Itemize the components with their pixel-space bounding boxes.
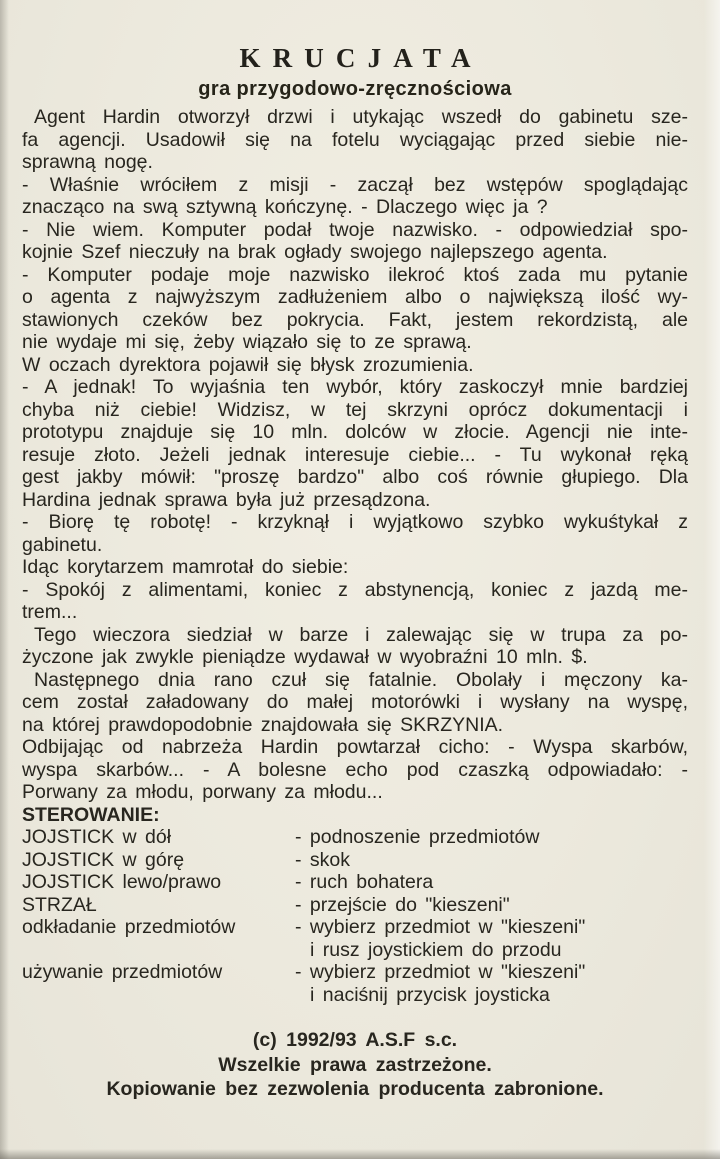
- story-line: chyba niż ciebie! Widzisz, w tej skrzyni oprócz dokumentacji i: [22, 398, 688, 421]
- story-line: gest jakby mówił: "proszę bardzo" albo coś równie głupiego. Dla: [22, 466, 688, 488]
- control-row: [22, 894, 688, 917]
- control-description-line: - ruch bohatera: [295, 871, 434, 893]
- controls-section: [22, 804, 688, 1007]
- scan-shadow-left: [0, 0, 9, 1159]
- control-description-line: i rusz joystickiem do przodu: [310, 938, 562, 961]
- story-line: stawionych czeków bez pokrycia. Fakt, jestem rekordzistą, ale: [22, 308, 688, 331]
- story-text: [22, 106, 688, 804]
- control-row: [22, 826, 688, 849]
- control-description: [295, 871, 688, 894]
- story-line: - A jednak! To wyjaśnia ten wybór, który zaskoczył mnie bardziej: [22, 376, 688, 398]
- story-line: Porwany za młodu, porwany za młodu...: [22, 781, 383, 803]
- story-line: Tego wieczora siedział w barze i zalewając się w trupa za po-: [34, 623, 688, 646]
- story-line: o agenta z najwyższym zadłużeniem albo o największą ilość wy-: [22, 286, 688, 308]
- control-description-line: - podnoszenie przedmiotów: [295, 826, 540, 848]
- control-description: [295, 916, 688, 961]
- story-line: fa agencji. Usadowił się na fotelu wyciągając przed siebie nie-: [22, 128, 688, 151]
- control-description-line: - skok: [295, 848, 351, 871]
- story-line: Odbijając od nabrzeża Hardin powtarzał cicho: - Wyspa skarbów,: [22, 736, 688, 758]
- story-line: sprawną nogę.: [22, 151, 153, 173]
- control-key: JOJSTICK w dół: [22, 826, 172, 848]
- story-line: - Biorę tę robotę! - krzyknął i wyjątkowo szybko wykuśtykał z: [22, 511, 688, 533]
- story-line: cem został załadowany do małej motorówki i wysłany na wyspę,: [22, 691, 688, 713]
- game-title: KRUCJATA: [239, 43, 483, 73]
- controls-table: [22, 826, 688, 1006]
- story-line: Następnego dnia rano czuł się fatalnie. Obolały i męczony ka-: [34, 668, 688, 691]
- story-line: nie wydaje mi się, żeby wiązało się to ze sprawą.: [22, 331, 472, 353]
- story-line: - Nie wiem. Komputer podał twoje nazwisko. - odpowiedział spo-: [22, 218, 688, 241]
- story-line: prototypu znajduje się 10 mln. dolców w złocie. Agencji nie inte-: [22, 421, 688, 443]
- control-key: JOJSTICK lewo/prawo: [22, 871, 222, 893]
- control-row: [22, 849, 688, 872]
- story-line: na której prawdopodobnie znajdowała się SKRZYNIA.: [22, 713, 504, 736]
- control-row: [22, 916, 688, 961]
- copyright-line: Kopiowanie bez zezwolenia producenta zabronione.: [106, 1078, 604, 1100]
- controls-heading: STEROWANIE:: [22, 803, 160, 826]
- control-description-line: - wybierz przedmiot w "kieszeni": [295, 916, 586, 938]
- scan-highlight-right: [704, 0, 720, 1159]
- story-line: Idąc korytarzem mamrotał do siebie:: [22, 556, 349, 578]
- story-line: znacząco na swą sztywną kończynę. - Dlaczego więc ja ?: [22, 196, 548, 218]
- control-description-line: - wybierz przedmiot w "kieszeni": [295, 961, 586, 983]
- control-key: JOJSTICK w górę: [22, 848, 185, 871]
- control-key: STRZAŁ: [22, 893, 97, 916]
- control-description-line: i naciśnij przycisk joysticka: [310, 983, 550, 1006]
- scan-shadow-bottom: [0, 1149, 720, 1159]
- control-description: [295, 826, 688, 849]
- game-subtitle: gra przygodowo-zręcznościowa: [198, 78, 512, 100]
- control-description: [295, 961, 688, 1006]
- story-line: Agent Hardin otworzył drzwi i utykając wszedł do gabinetu sze-: [34, 106, 688, 128]
- copyright-block: [22, 1028, 688, 1102]
- control-key: używanie przedmiotów: [22, 961, 223, 983]
- control-row: [22, 871, 688, 894]
- story-line: życzone jak zwykle pieniądze wydawał w wyobraźni 10 mln. $.: [22, 646, 588, 668]
- story-line: Hardina jednak sprawa była już przesądzona.: [22, 488, 431, 511]
- control-description: [295, 849, 688, 872]
- control-row: [22, 961, 688, 1006]
- story-line: - Właśnie wróciłem z misji - zaczął bez wstępów spoglądając: [22, 173, 688, 196]
- story-line: - Komputer podaje moje nazwisko ilekroć ktoś zada mu pytanie: [22, 263, 688, 286]
- control-description: [295, 894, 688, 917]
- story-line: wyspa skarbów... - A bolesne echo pod czaszką odpowiadało: -: [22, 758, 688, 781]
- control-key: odkładanie przedmiotów: [22, 916, 236, 938]
- control-description-line: - przejście do "kieszeni": [295, 893, 510, 916]
- story-line: kojnie Szef nieczuły na brak ogłady swojego najlepszego agenta.: [22, 241, 608, 263]
- page-content: [22, 40, 688, 1102]
- copyright-line: Wszelkie prawa zastrzeżone.: [218, 1053, 492, 1076]
- story-line: resuje złoto. Jeżeli jednak interesuje ciebie... - Tu wykonał ręką: [22, 443, 688, 466]
- copyright-line: (c) 1992/93 A.S.F s.c.: [252, 1029, 458, 1051]
- story-line: trem...: [22, 601, 78, 623]
- story-line: W oczach dyrektora pojawił się błysk zrozumienia.: [22, 353, 474, 376]
- story-line: gabinetu.: [22, 533, 103, 556]
- story-line: - Spokój z alimentami, koniec z abstynencją, koniec z jazdą me-: [22, 578, 688, 601]
